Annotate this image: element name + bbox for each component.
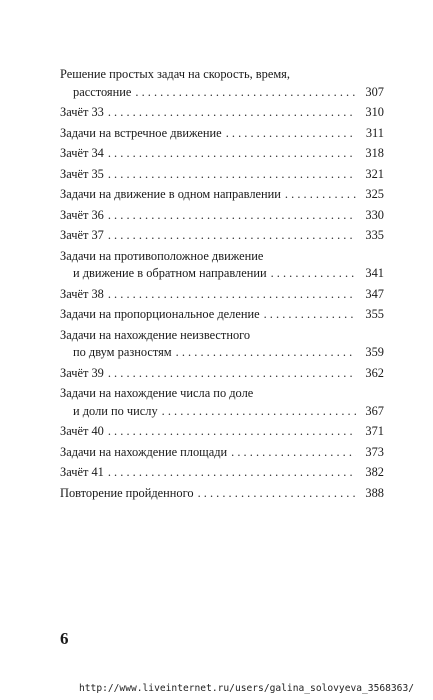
toc-entry-title: Задачи на противоположное движение: [60, 248, 264, 263]
dot-leader: [108, 286, 356, 304]
toc-entry: [60, 125, 384, 143]
toc-entry-page: 359: [365, 345, 384, 359]
toc-entry-page: 318: [365, 146, 384, 160]
toc-entry-page: 373: [365, 444, 384, 459]
toc-entry-title: Задачи на нахождение площади: [60, 444, 228, 459]
toc-entry: [60, 464, 384, 482]
toc-entry: [60, 485, 384, 503]
toc-entry-title: Задачи на нахождение неизвестного: [60, 327, 251, 342]
toc-entry: [60, 66, 384, 101]
toc-entry-title: Задачи на пропорциональное деление: [60, 307, 260, 321]
dot-leader: [108, 166, 356, 184]
page-number: 6: [60, 629, 69, 648]
dot-leader: [108, 423, 356, 441]
toc-entry-page: 311: [365, 125, 384, 140]
toc-entry: [60, 423, 384, 441]
toc-entry-title: и доли по числу: [73, 403, 158, 418]
toc-entry-title: Зачёт 38: [60, 286, 104, 301]
dot-leader: [264, 306, 356, 324]
toc-entry: [60, 327, 384, 362]
toc-entry-title: Зачёт 33: [60, 105, 104, 119]
toc-entry-page: 362: [365, 365, 384, 380]
toc-entry: [60, 385, 384, 420]
dot-leader: [108, 365, 356, 383]
toc-entry-page: 388: [365, 485, 384, 500]
dot-leader: [108, 207, 356, 225]
dot-leader: [285, 186, 356, 204]
watermark-url: http://www.liveinternet.ru/users/galina_solovyeva_3568363/: [79, 683, 415, 694]
toc-entry-title: Зачёт 34: [60, 146, 104, 160]
toc-entry-title: Задачи на нахождение числа по доле: [60, 386, 254, 400]
toc-entry: [60, 248, 384, 283]
toc-entry-title: Зачёт 36: [60, 207, 104, 222]
toc-entry-page: 321: [365, 166, 384, 181]
toc-entry-page: 347: [365, 286, 384, 301]
toc-entry-page: 355: [365, 307, 384, 321]
dot-leader: [108, 104, 356, 122]
dot-leader: [231, 444, 356, 462]
toc-entry: [60, 306, 384, 324]
dot-leader: [108, 464, 356, 482]
dot-leader: [162, 403, 356, 421]
toc-entry-title: Зачёт 39: [60, 365, 104, 380]
toc-entry-title: Зачёт 37: [60, 228, 104, 242]
toc-entry-page: 330: [365, 207, 384, 222]
toc-entry-title: по двум разностям: [73, 345, 172, 359]
toc-entry-title: и движение в обратном направлении: [73, 266, 267, 280]
toc-entry-title: Повторение пройденного: [60, 485, 194, 500]
toc-entry-page: 371: [365, 424, 384, 438]
toc-entry: [60, 166, 384, 184]
toc-entry-title: Зачёт 35: [60, 166, 104, 181]
toc-entry: [60, 365, 384, 383]
toc-entry: [60, 207, 384, 225]
dot-leader: [135, 84, 356, 102]
toc-entry: [60, 286, 384, 304]
dot-leader: [271, 265, 356, 283]
toc-entry: [60, 186, 384, 204]
dot-leader: [226, 125, 356, 143]
toc-entry-title: Задачи на встречное движение: [60, 125, 222, 140]
toc-entry-title: Решение простых задач на скорость, время,: [60, 67, 290, 81]
dot-leader: [108, 145, 356, 163]
toc-entry: [60, 227, 384, 245]
toc-entry-page: 307: [365, 84, 384, 99]
dot-leader: [176, 344, 356, 362]
toc-entry: [60, 104, 384, 122]
toc-entry-page: 367: [365, 403, 384, 418]
toc-entry-page: 382: [365, 465, 384, 479]
toc-entry-title: Задачи на движение в одном направлении: [60, 187, 281, 201]
toc-entry: [60, 145, 384, 163]
toc-entry-title: Зачёт 40: [60, 424, 104, 438]
dot-leader: [198, 485, 356, 503]
toc-entry-page: 341: [365, 266, 384, 280]
table-of-contents: [60, 66, 384, 505]
toc-entry-page: 335: [365, 228, 384, 242]
toc-entry-page: 325: [365, 187, 384, 201]
dot-leader: [108, 227, 356, 245]
toc-entry-title: расстояние: [73, 84, 132, 99]
toc-entry: [60, 444, 384, 462]
toc-entry-title: Зачёт 41: [60, 465, 104, 479]
toc-entry-page: 310: [365, 105, 384, 119]
